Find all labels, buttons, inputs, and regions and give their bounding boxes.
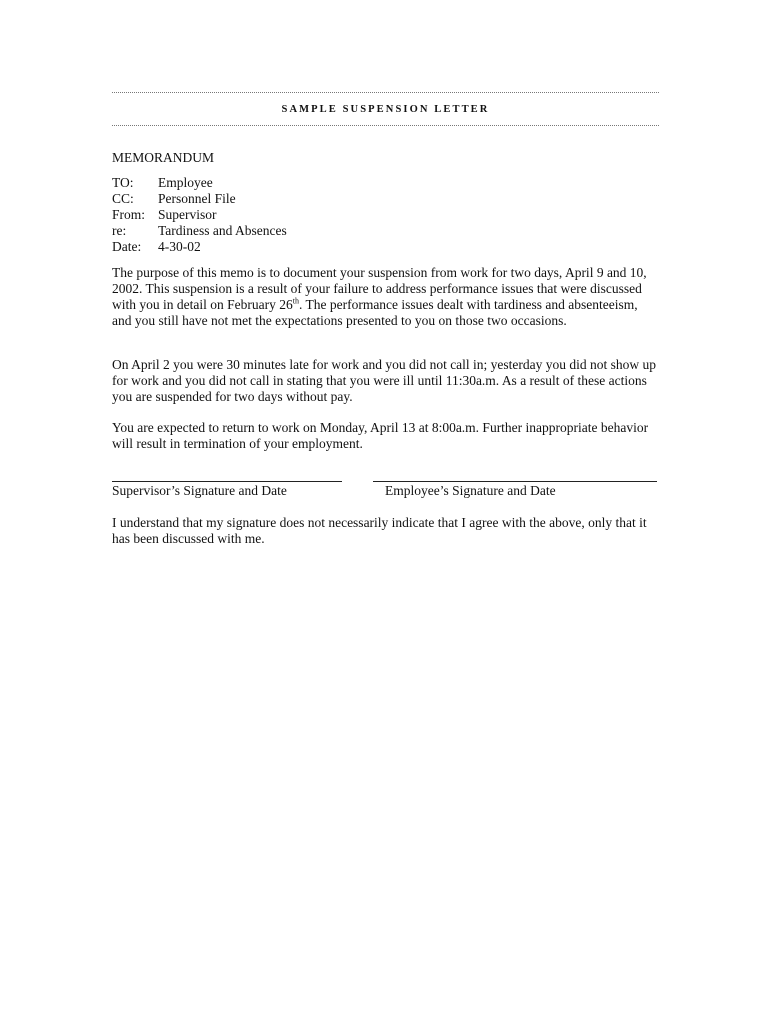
header-bottom-rule bbox=[112, 125, 659, 126]
field-value-from: Supervisor bbox=[158, 207, 217, 222]
supervisor-signature-label: Supervisor’s Signature and Date bbox=[112, 483, 287, 498]
paragraph-suspension-purpose-part1: The purpose of this memo is to document your suspension from work for two days, April 9 and 10, 2002. This suspension is a result of your failure to address performance issues that were discussed with you in detail on February 26 bbox=[112, 265, 647, 312]
document-header-title: SAMPLE SUSPENSION LETTER bbox=[281, 104, 490, 115]
memo-title: MEMORANDUM bbox=[112, 150, 215, 165]
field-label-re: re: bbox=[112, 223, 127, 238]
field-value-cc: Personnel File bbox=[158, 191, 236, 206]
ordinal-suffix: th bbox=[292, 296, 299, 306]
supervisor-signature-line bbox=[112, 481, 342, 482]
field-label-to: TO: bbox=[112, 175, 134, 190]
field-label-date: Date: bbox=[112, 239, 142, 254]
field-value-date: 4-30-02 bbox=[158, 239, 201, 254]
paragraph-incident-details: On April 2 you were 30 minutes late for work and you did not call in; yesterday you did not show up for work and you did not call in stating that you were ill until 11:30a.m. As a result of these actions you are suspended for two days without pay. bbox=[112, 357, 657, 404]
header-top-rule bbox=[112, 92, 659, 93]
paragraph-acknowledgement: I understand that my signature does not necessarily indicate that I agree with the above, only that it has been discussed with me. bbox=[112, 515, 647, 546]
field-row-to bbox=[112, 175, 287, 191]
paragraph-suspension-purpose-part2: . The performance issues dealt with tardiness and absenteeism, and you still have not met the expectations presented to you on those two occasions. bbox=[112, 297, 638, 328]
employee-signature-label: Employee’s Signature and Date bbox=[385, 483, 556, 498]
field-row-cc bbox=[112, 191, 287, 207]
field-row-re bbox=[112, 223, 287, 239]
employee-signature-line bbox=[373, 481, 657, 482]
memo-fields bbox=[112, 175, 287, 255]
paragraph-suspension-purpose bbox=[112, 265, 660, 329]
field-value-to: Employee bbox=[158, 175, 213, 190]
field-label-from: From: bbox=[112, 207, 146, 222]
field-value-re: Tardiness and Absences bbox=[158, 223, 287, 238]
field-label-cc: CC: bbox=[112, 191, 134, 206]
field-row-from bbox=[112, 207, 287, 223]
paragraph-return-to-work: You are expected to return to work on Monday, April 13 at 8:00a.m. Further inappropriate behavior will result in termination of your employment. bbox=[112, 420, 649, 451]
field-row-date bbox=[112, 239, 287, 255]
